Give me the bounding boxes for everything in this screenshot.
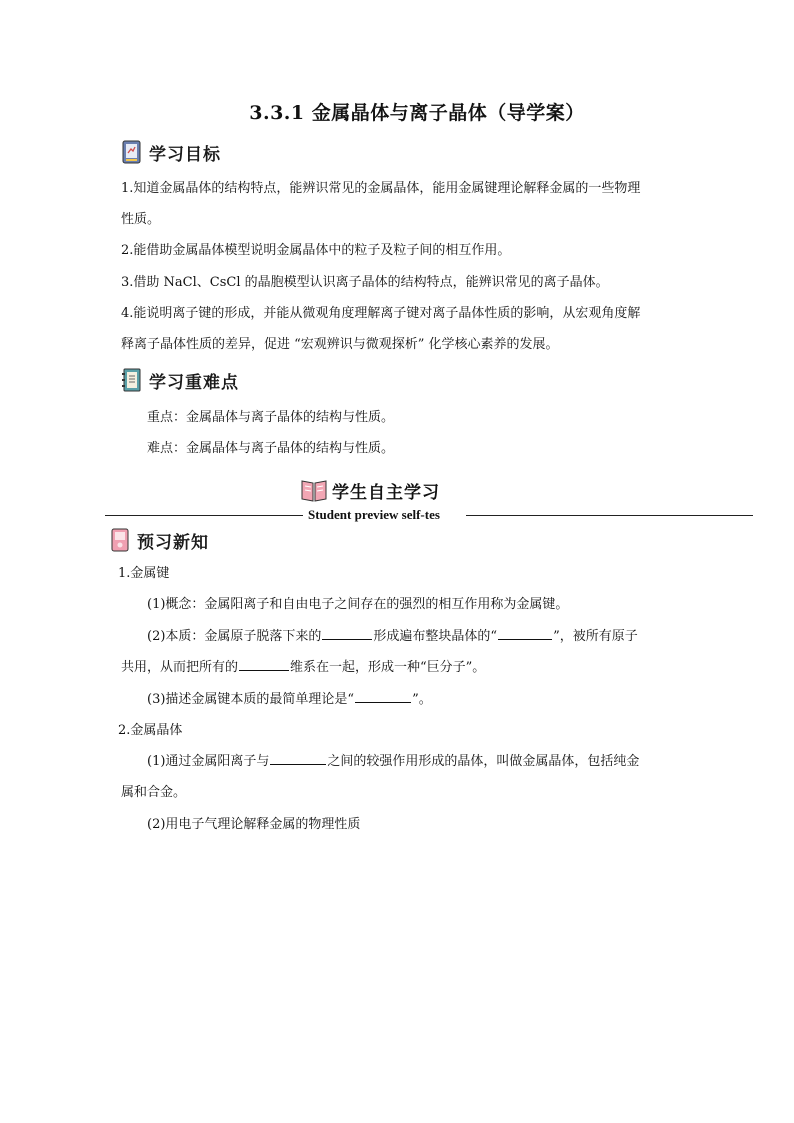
section-objectives [121,139,221,165]
objective-4-line-1: 4.能说明离子键的形成，并能从微观角度理解离子键对离子晶体性质的影响，从宏观角度解 [121,306,641,321]
open-book-icon [300,476,328,504]
page-title: 3.3.1 金属晶体与离子晶体（导学案） [249,102,585,124]
fill-blank[interactable] [498,625,552,640]
objective-2: 2.能借助金属晶体模型说明金属晶体中的粒子及粒子间的相互作用。 [121,243,511,258]
section-title: 学习重难点 [149,372,239,393]
fill-blank[interactable] [239,656,289,671]
section-preview [109,527,209,553]
book-clipboard-icon [121,139,143,165]
fill-blank[interactable] [322,625,372,640]
theory-line: (3)描述金属键本质的最简单理论是“ ”。 [147,684,707,715]
objective-4-line-2: 释离子晶体性质的差异，促进 “宏观辨识与微观探析” 化学核心素养的发展。 [121,337,559,352]
banner-title: 学生自主学习 [332,483,440,503]
notebook-icon [121,367,143,393]
divider-left [105,515,303,516]
section-key-points [121,367,239,393]
key-difficult: 难点：金属晶体与离子晶体的结构与性质。 [147,441,395,456]
section-title: 预习新知 [137,532,209,553]
heading-metal-crystal: 2.金属晶体 [118,723,183,738]
objective-1-line-2: 性质。 [121,212,161,227]
objective-3: 3.借助 NaCl、CsCl 的晶胞模型认识离子晶体的结构特点，能辨识常见的离子晶体。 [121,275,609,290]
section-title: 学习目标 [149,144,221,165]
key-important: 重点：金属晶体与离子晶体的结构与性质。 [147,410,395,425]
essence-line: (2)本质：金属原子脱落下来的 形成遍布整块晶体的“ ”，被所有原子 [147,621,707,652]
divider-right [466,515,753,516]
crystal-def-line: (1)通过金属阳离子与 之间的较强作用形成的晶体，叫做金属晶体，包括纯金 [147,746,707,777]
essence-line-2: 共用，从而把所有的 维系在一起，形成一种“巨分子”。 [121,652,681,683]
crystal-def-line-2: 属和合金。 [121,785,187,800]
fill-blank[interactable] [270,750,326,765]
pink-book-icon [109,527,131,553]
concept-line: (1)概念：金属阳离子和自由电子之间存在的强烈的相互作用称为金属键。 [147,597,569,612]
banner-subtitle: Student preview self-tes [308,507,440,522]
electron-gas-line: (2)用电子气理论解释金属的物理性质 [147,817,361,832]
fill-blank[interactable] [355,688,411,703]
objective-1-line-1: 1.知道金属晶体的结构特点，能辨识常见的金属晶体，能用金属键理论解释金属的一些物理 [121,181,641,196]
heading-metal-bond: 1.金属键 [118,566,170,581]
